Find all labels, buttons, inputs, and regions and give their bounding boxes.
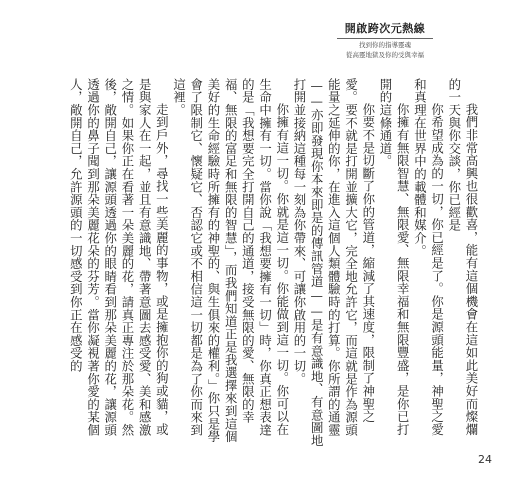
page-number: 24 [478,453,492,466]
header-subtitle-2: 從高靈地獄及你的受與幸福 [346,51,424,59]
paragraph-2: 你希望成為的一切，你已經是了。你是源頭能量，神聖之愛和真理在世界中的載體和媒介。 [412,78,445,436]
header-rule [337,38,433,39]
running-header [330,20,440,59]
header-subtitle-1: 找到你的指導靈魂 [359,41,411,49]
header-title: 開啟跨次元熱線 [344,22,426,35]
paragraph-5: 你擁有這一切。你就是這一切。你能做到這一切。你可以在生命中擁有一切。當你說「我想要擁有一切」時，你真正想表達的是「我想要完全打開自己的通道，接受無限的愛、無限的幸福、無限的富足和無限的智慧」，而我們知道正是我選擇來到這個美好的生命經驗時所擁有的神聖的、與生俱來的權利。」你只是學會了限制它、懷疑它、否認它或不相信這一切都是為了你而來到這裡。 [171,78,290,443]
paragraph-1: 我們非常高興也很歡喜，能有這個機會在這如此美好而燦爛的一天與你交談，你已經是 [446,78,479,436]
paragraph-6: 走到戶外，尋找一些美麗的事物，或是擁抱你的狗或貓，或是與家人在一起，並且有意識地、帶著意圖去感受愛、美和感激之情。如果你正在看著一朵美麗的花，請真正專注於那朵花。然後，敞開自己，讓源頭透過你的眼睛看到那朵美麗的花，讓源頭透過你的鼻子聞到那朵美麗花朵的芬芳。當你凝視著你愛的某個人，敞開自己，允許源頭的一切感受到你正在感受的 [68,78,170,437]
body-text [68,78,480,448]
paragraph-4: 你要不是切斷了你的管道，縮減了其速度，限制了神聖之愛。要不就是打開並擴大它，完全地允許它，而這就是作為源頭能量之延伸的你，在進入這個人類體驗時的打算。你所謂的通靈——亦即發現你本來即是的傳訊管道——是有意識地、有意圖地打開並接納這種每一刻為你帶來、可讓你啟用的一切。 [291,78,376,447]
paragraph-3: 你擁有無限智慧、無限愛、無限幸福和無限豐盛，是你已打開的這條通道。 [377,78,411,436]
